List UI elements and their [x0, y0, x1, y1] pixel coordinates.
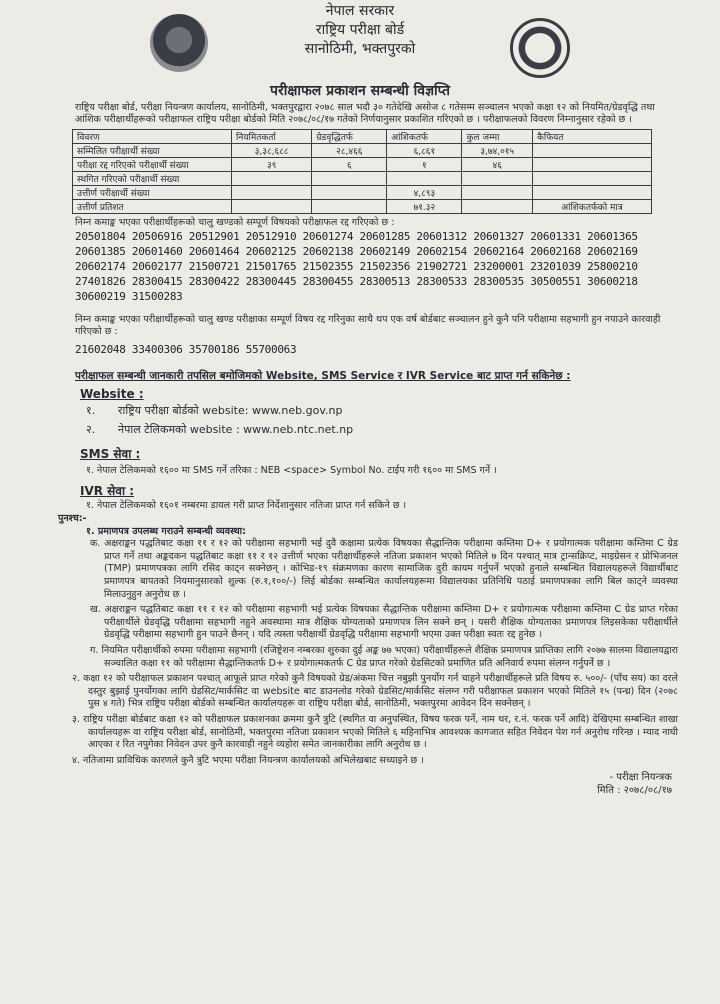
banned-intro: निम्न कमाङ्क भएका परीक्षार्थीहरूको चालु खण्ड परीक्षाका सम्पूर्ण विषय रद्द गरिनुका साथै थप एक वर्ष बोर्डबाट सञ्चालन हुने कुनै पनि परीक्षामा सहभागी हुन नपाउने कारवाही गरिएको छ :: [75, 314, 661, 337]
certificate-heading: १. प्रमाणपत्र उपलब्ध गराउने सम्बन्धी व्यवस्था:: [86, 525, 246, 537]
table-cell: [533, 144, 652, 158]
technical-error-paragraph: ४. नतिजामा प्राविधिक कारणले कुनै त्रुटि भएमा परीक्षा नियन्त्रण कार्यालयको अभिलेखबाट सच्याइने छ ।: [72, 754, 424, 766]
item-number: १.: [86, 404, 96, 417]
list-item: 20501804 20506916 20512901 20512910 20601274 20601285 20601312 20601327 20601331 20601365: [75, 230, 638, 243]
table-cell: सम्मिलित परीक्षार्थी संख्या: [73, 144, 232, 158]
table-cell: ४६: [462, 158, 533, 172]
table-header-row: [73, 130, 652, 144]
list-item: [0, 401, 720, 420]
table-header-cell: ग्रेडवृद्धितर्फ: [312, 130, 387, 144]
sms-instruction: १. नेपाल टेलिकमको १६०० मा SMS गर्ने तरिका : NEB <space> Symbol No. टाईप गरी १६०० मा SMS गर्ने ।: [86, 465, 497, 476]
table-row: [73, 186, 652, 200]
table-header-cell: कैफियत: [533, 130, 652, 144]
table-cell: [312, 200, 387, 214]
table-cell: [312, 186, 387, 200]
table-cell: [462, 172, 533, 186]
table-cell: ६,८६१: [387, 144, 462, 158]
table-row: [73, 144, 652, 158]
table-cell: ३,३८,६८८: [232, 144, 312, 158]
table-header-cell: आंशिकतर्फ: [387, 130, 462, 144]
notice-title: परीक्षाफल प्रकाशन सम्बन्धी विज्ञप्ति: [270, 83, 450, 99]
item-number: २.: [86, 423, 96, 436]
certificate-clause-ka: क. अक्षराङ्कन पद्धतिबाट कक्षा ११ र १२ को परीक्षामा सहभागी भई दुवै कक्षामा प्रत्येक विषयका सैद्धान्तिक परीक्षामा कम्तिमा D+ र प्रयोगात्मक परीक्षामा कम्तिमा C ग्रेड प्राप्त गर्ने तथा अङ्कदकन पद्धतिबाट कक्षा ११ र १२ उत्तीर्ण भएका परीक्षार्थीहरूले नतिजा प्रकाशन भएको मितिले ७ दिन पश्चात् मात्र ट्रान्सक्रिप्ट, माइग्रेसन र प्रोभिजनल (TMP) प्रमाणपत्रका लागि रसिद काट्न सक्नेछन् । कोभिड-१९ संक्रमणका कारण सामाजिक दुरी कायम गर्नुपर्ने भएको हुनाले सम्बन्धित विद्यालयहरूले विद्यार्थीबाट प्रमाणपत्र बापतको नियमानुसारको शुल्क (रु.१,१००/-) लिई बोर्डका सम्बन्धित कार्यालयहरूमा विद्यालयका प्रतिनिधि पठाई प्रमाणपत्रका लागि बिल काट्ने व्यवस्था मिलाउनुहुन अनुरोध छ ।: [90, 538, 678, 600]
list-item: 27401826 28300415 28300422 28300445 28300455 28300513 28300533 28300535 30500551 30600218: [75, 275, 638, 288]
table-cell: [232, 172, 312, 186]
banned-symbol-list: 21602048 33400306 35700186 55700063: [75, 343, 297, 356]
table-cell: [533, 186, 652, 200]
cancelled-symbol-list: [0, 229, 720, 304]
table-header-cell: विवरण: [73, 130, 232, 144]
table-cell: ३,७४,०१५: [462, 144, 533, 158]
list-item: 20601385 20601460 20601464 20602125 20602138 20602149 20602154 20602164 20602168 20602169: [75, 245, 638, 258]
table-cell: उत्तीर्ण परीक्षार्थी संख्या: [73, 186, 232, 200]
table-cell: स्थगित गरिएको परीक्षार्थी संख्या: [73, 172, 232, 186]
info-heading: परीक्षाफल सम्बन्धी जानकारी तपसिल बमोजिमको Website, SMS Service र IVR Service बाट प्राप्त गर्न सकिनेछ :: [75, 370, 571, 382]
table-header-cell: कुल जम्मा: [462, 130, 533, 144]
table-cell: ६: [312, 158, 387, 172]
table-cell: १: [387, 158, 462, 172]
error-correction-paragraph: ३. राष्ट्रिय परीक्षा बोर्डबाट कक्षा १२ को परीक्षाफल प्रकाशनका क्रममा कुनै त्रुटि (स्थगित वा अनुपस्थित, विषय फरक पर्ने, नाम थर, र.नं. फरक पर्ने आदि) देखिएमा सम्बन्धित शाखा कार्यालयहरू वा राष्ट्रिय परीक्षा बोर्ड, सानोठिमी, भक्तपुरमा नतिजा प्रकाशन भएको मितिले ६ महिनाभित्र आवश्यक कागजात सहित निवेदन पेश गर्न अनुरोध गरिन्छ । म्याद नाघी आएका र रित नपुगेका निवेदन उपर कुनै कारवाही नहुने व्यहोरा समेत जानकारीका लागि अनुरोध छ ।: [72, 713, 678, 751]
table-cell: ३९: [232, 158, 312, 172]
sms-heading: SMS सेवा :: [80, 447, 141, 461]
notice-header: [0, 0, 720, 82]
table-cell: उत्तीर्ण प्रतिशत: [73, 200, 232, 214]
government-line: नेपाल सरकार: [325, 3, 395, 19]
ivr-heading: IVR सेवा :: [80, 484, 135, 498]
table-cell: [533, 172, 652, 186]
table-cell: परीक्षा रद्द गरिएको परीक्षार्थी संख्या: [73, 158, 232, 172]
ivr-instruction: १. नेपाल टेलिकमको १६०१ नम्बरमा डायल गरी प्राप्त निर्देशानुसार नतिजा प्राप्त गर्न सकिने छ ।: [86, 500, 407, 511]
table-cell: [312, 172, 387, 186]
cancelled-intro: निम्न कमाङ्क भएका परीक्षार्थीहरूको चालु खण्डको सम्पूर्ण विषयको परीक्षाफल रद्द गरिएको छ :: [75, 217, 395, 228]
list-item: 30600219 31500283: [75, 290, 183, 303]
notice-date: मिति : २०७८/०८/१७: [597, 785, 672, 797]
table-cell: [232, 200, 312, 214]
list-item: [0, 420, 720, 439]
table-cell: [387, 172, 462, 186]
nepal-emblem-icon: [150, 14, 208, 72]
retotaling-paragraph: २. कक्षा १२ को परीक्षाफल प्रकाशन पश्चात् आफूले प्राप्त गरेको कुनै विषयको ग्रेड/अंकमा चित्त नबुझी पुनर्योग गर्न चाहने परीक्षार्थीहरूले प्रति विषय रु. ५००/- (पाँच सय) का दरले दस्तुर बुझाई पुनर्योगका लागि ग्रेडसिट/मार्कसिट वा website बाट डाउनलोड गरेको ग्रेडसिट/मार्कसिट संलग्न गरी परीक्षाफल प्रकाशन भएको मितिले १५ (पन्ध्र) दिन (२०७८ पुस ४ गते) भित्र राष्ट्रिय परीक्षा बोर्डको सम्बन्धित कार्यालयहरू वा राष्ट्रिय परीक्षा बोर्ड, सानोठिमी, भक्तपुरमा आवेदन दिन सक्नेछन् ।: [72, 673, 678, 710]
neb-website-link[interactable]: राष्ट्रिय परीक्षा बोर्डको website: www.neb.gov.np: [118, 404, 343, 417]
table-cell: ७१.३२: [387, 200, 462, 214]
board-name: राष्ट्रिय परीक्षा बोर्ड: [315, 22, 405, 38]
intro-paragraph: राष्ट्रिय परीक्षा बोर्ड, परीक्षा नियन्त्रण कार्यालय, सानोठिमी, भक्तपुरद्वारा २०७८ साल भदौ ३० गतेदेखि असोज ८ गतेसम्म सञ्चालन भएको कक्षा १२ को नियमित/ग्रेडवृद्धि तथा आंशिक परीक्षार्थीहरूको परीक्षाफल राष्ट्रिय परीक्षा बोर्डको मिति २०७८/०८/१७ गतेको निर्णयानुसार प्रकाशित गरिएको छ । परीक्षाफलको विवरण निम्नानुसार रहेको छ ।: [75, 102, 655, 125]
ntc-website-link[interactable]: नेपाल टेलिकमको website : www.neb.ntc.net.np: [118, 423, 354, 436]
table-cell: ४,८९३: [387, 186, 462, 200]
board-address: सानोठिमी, भक्तपुरको: [304, 41, 416, 57]
table-cell: २८,४६६: [312, 144, 387, 158]
table-row: [73, 172, 652, 186]
certificate-clause-ga: ग. नियमित परीक्षार्थीको रुपमा परीक्षामा सहभागी (रजिष्ट्रेशन नम्बरका शुरुका दुई अङ्क ७७ भएका) परीक्षार्थीहरूले शैक्षिक प्रमाणपत्र प्राप्तिका लागि २०७७ सालमा विद्यालयद्वारा सञ्चालित कक्षा ११ को परीक्षामा सैद्धान्तिकतर्फ D+ र प्रयोगात्मकतर्फ C ग्रेड प्राप्त गरेको ग्रेडसिटको प्रमाणित प्रति अनिवार्य रुपमा संलग्न गर्नुपर्ने छ ।: [90, 644, 678, 669]
certificate-clause-kha: ख. अक्षराङ्कन पद्धतिबाट कक्षा ११ र १२ को परीक्षामा सहभागी भई प्रत्येक विषयका सैद्धान्तिक परीक्षामा कम्तिमा D+ र प्रयोगात्मक परीक्षामा कम्तिमा C ग्रेड प्राप्त गरेका परीक्षार्थीले ग्रेडवृद्धि परीक्षामा सहभागी नहुने अवस्थामा मात्र शैक्षिक योग्यताको प्रमाणपत्र लिन सक्ने छन् । यसरी शैक्षिक योग्यताका प्रमाणपत्र लिइसकेका परीक्षार्थीले ग्रेडवृद्धि परीक्षामा सहभागी हुन पाउने छैनन् । यदि त्यस्ता परीक्षार्थी ग्रेडवृद्धि परीक्षामा सहभागी भएमा उक्त परीक्षा स्वतः रद्द हुनेछ ।: [90, 604, 678, 641]
table-cell: [462, 200, 533, 214]
postscript-label: पुनश्च:-: [58, 513, 87, 524]
website-heading: Website :: [80, 387, 144, 401]
neb-logo-icon: [510, 18, 570, 78]
table-cell: आंशिकतर्फको मात्र: [533, 200, 652, 214]
table-cell: [462, 186, 533, 200]
table-row: [73, 200, 652, 214]
results-summary-table: [72, 129, 652, 214]
table-row: [73, 158, 652, 172]
table-header-cell: नियमितकर्ता: [232, 130, 312, 144]
signatory: - परीक्षा नियन्त्रक: [609, 772, 672, 784]
list-item: 20602174 20602177 21500721 21501765 21502355 21502356 21902721 23200001 23201039 25800210: [75, 260, 638, 273]
table-cell: [232, 186, 312, 200]
table-cell: [533, 158, 652, 172]
